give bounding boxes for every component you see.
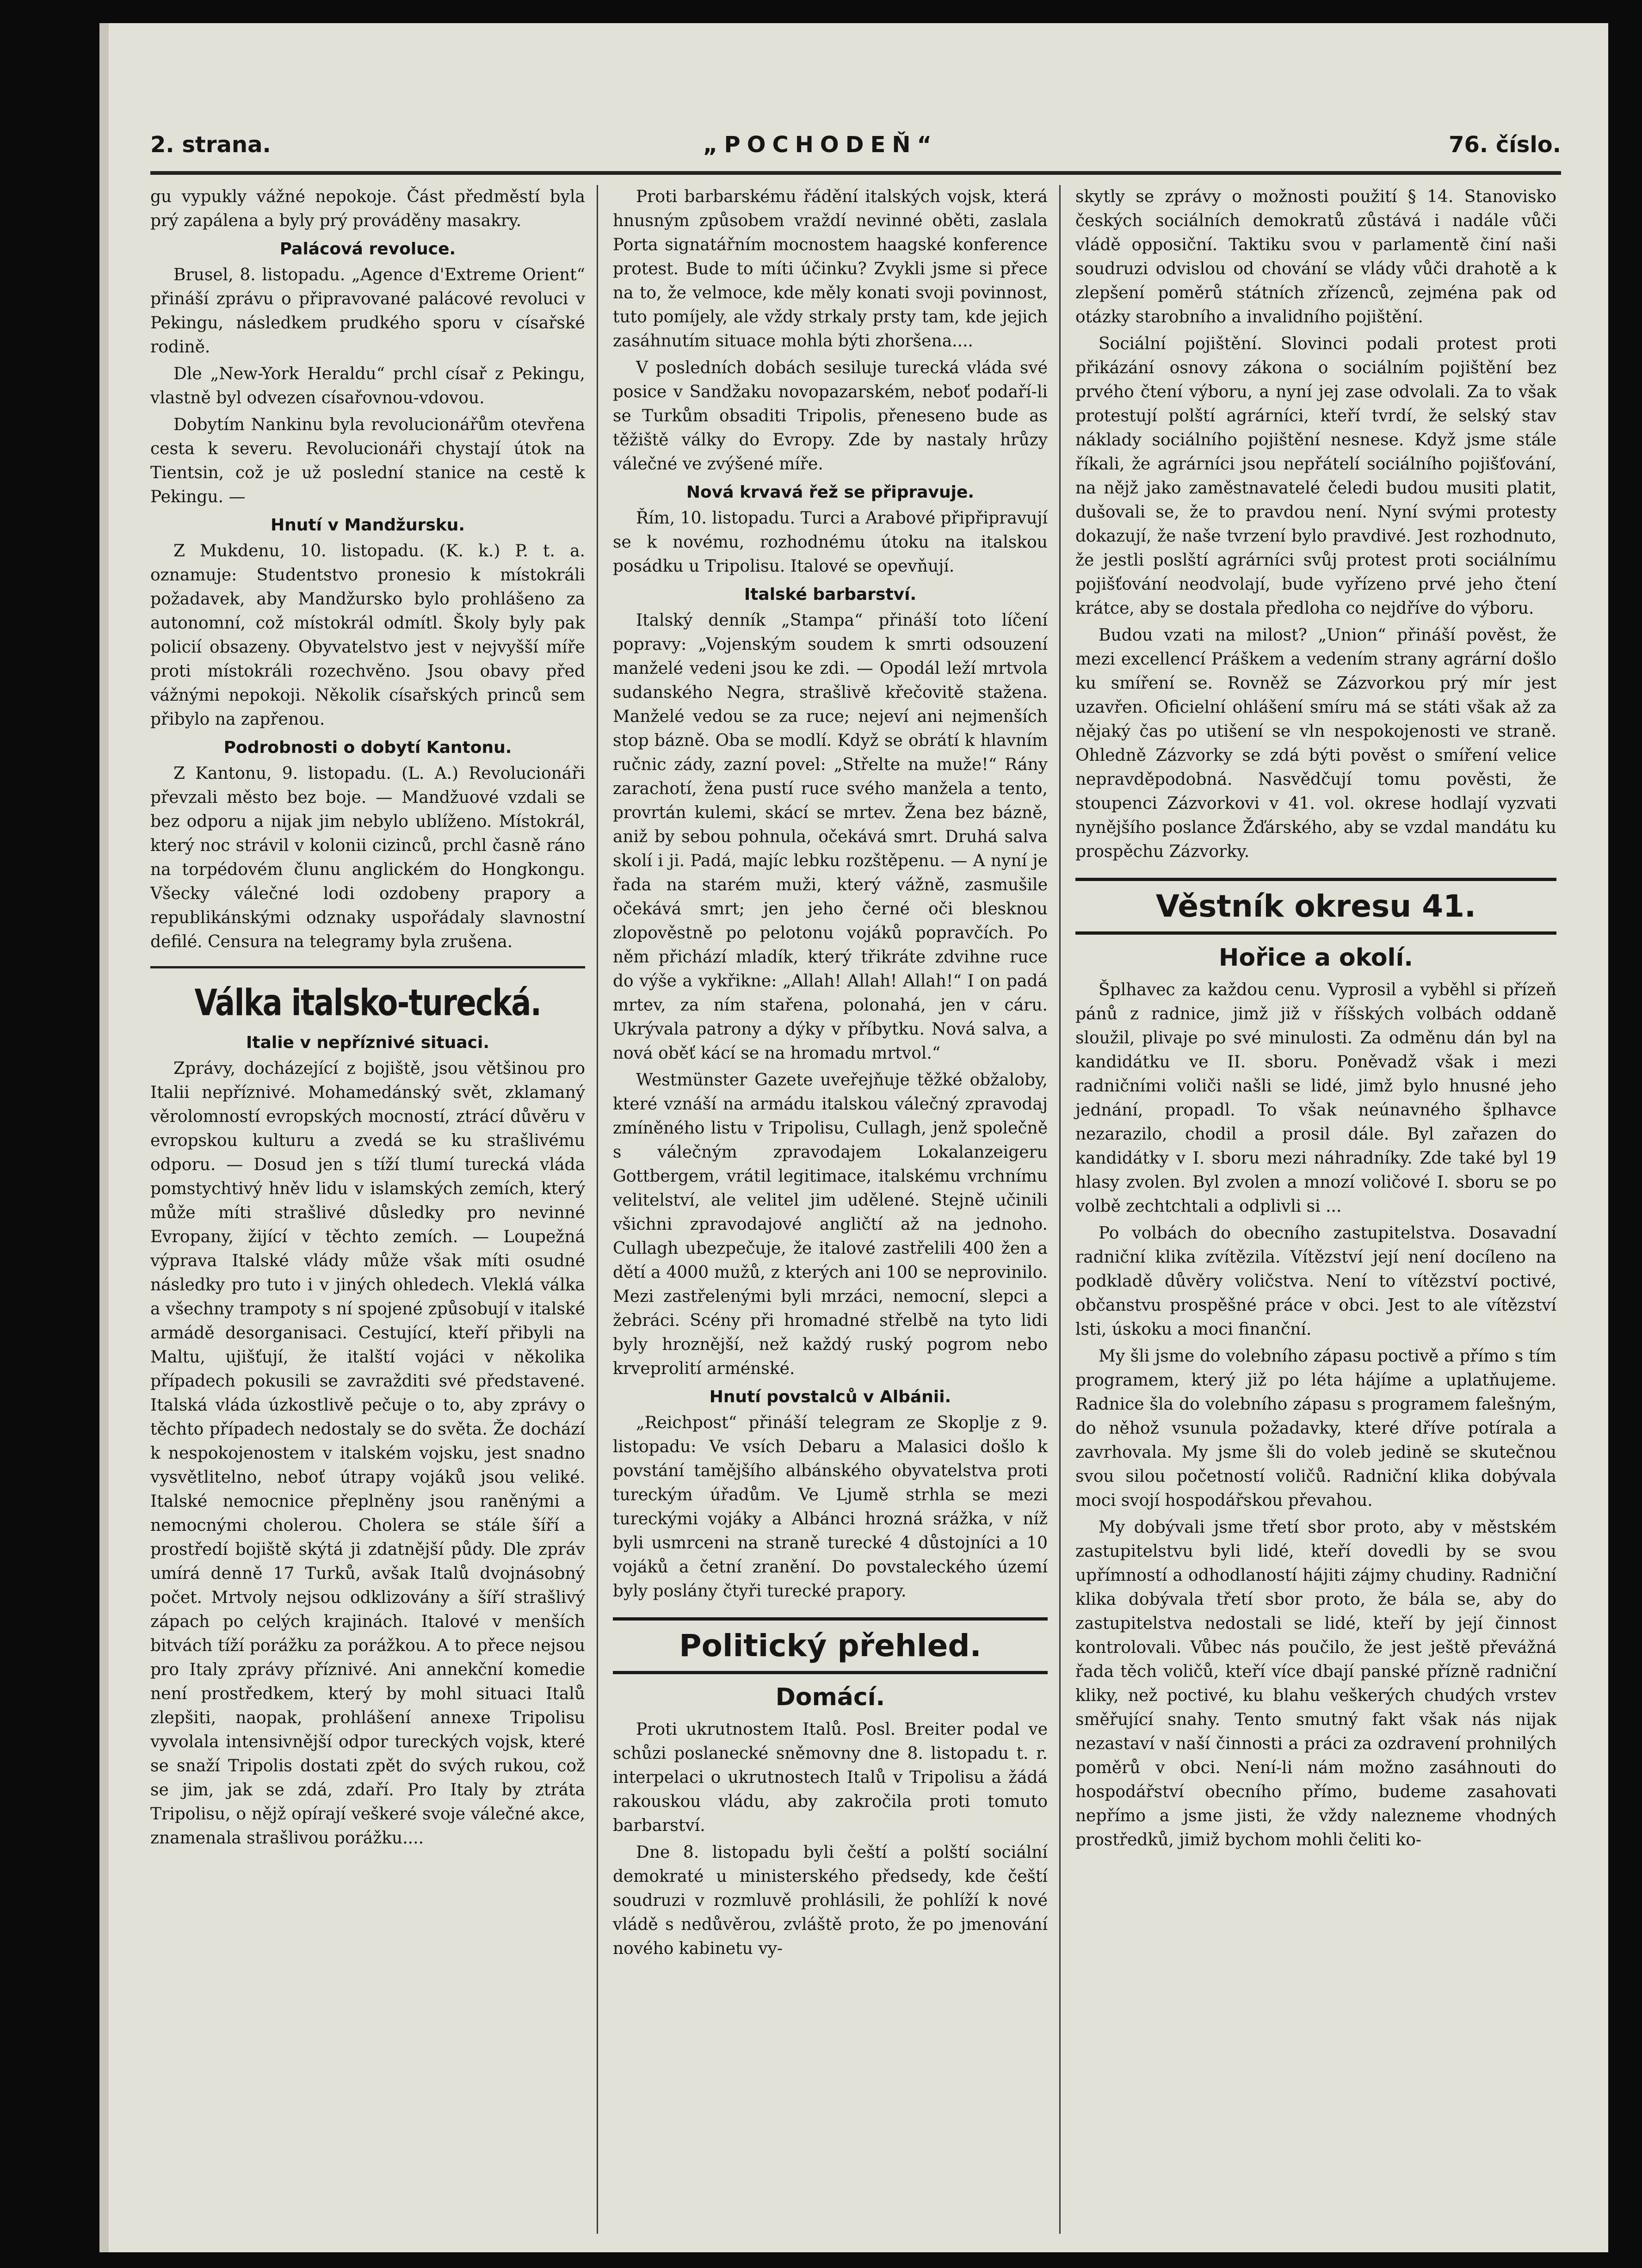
article-paragraph: Dne 8. listopadu byli čeští a polští sociální demokraté u ministerského předsedy, kde čeští soudruzi v rozmluvě prohlásili, že pohlíží k nové vládě s nedůvěrou, zvláště proto, že po jmenování nového kabinetu vy- bbox=[613, 1843, 1048, 1958]
article-paragraph: „Reichpost“ přináší telegram ze Skoplje z 9. listopadu: Ve vsích Debaru a Malasici došlo k povstání tamějšího albánského obyvatelstva proti tureckým úřadům. Ve Ljumě strhla se mezi tureckými vojáky a Albánci hrozná srážka, v níž byli usmrceni na straně turecké 4 důstojníci a 10 vojáků a četní zranění. Do povstaleckého území byly poslány čtyři turecké prapory. bbox=[613, 1413, 1048, 1601]
article-paragraph: V posledních dobách sesiluje turecká vláda své posice v Sandžaku novopazarském, neboť podaří-li se Turkům obsaditi Tripolis, přeneseno bude as těžiště války do Evropy. Zde by nastaly hrůzy válečné ve zvýšené míře. bbox=[613, 358, 1048, 474]
column-divider bbox=[597, 185, 598, 2234]
article-paragraph: Šplhavec za každou cenu. Vyprosil a vyběhl si přízeň pánů z radnice, jimž již v říšských volbách oddaně sloužil, plivaje po své minulosti. Za odměnu dán byl na kandidátku ve II. sboru. Poněvadž však i mezi radničními voliči našli se lidé, jimž bylo hnusné jeho jednání, propadl. To však neúnavného šplhavce nezarazilo, chodil a prosil dále. Byl zařazen do kandidátky v I. sboru mezi náhradníky. Zde také byl 19 hlasy zvolen. Byl zvolen a mnozí voličové I. sboru se po volbě zechtchtali a odplivli si ... bbox=[1075, 980, 1556, 1216]
article-paragraph: Z Mukdenu, 10. listopadu. (K. k.) P. t. a. oznamuje: Studentstvo pronesio k místokráli požadavek, aby Mandžursko bylo prohlášeno za autonomní, což místokrál odmítl. Školy byly pak policií obsazeny. Obyvatelstvo jest v nejvyšší míře proti místokráli rozechvěno. Jsou obavy před vážnými nepokoji. Několik císařských princů sem přibylo na zapřenou. bbox=[150, 542, 585, 729]
article-heading: Italské barbarství. bbox=[744, 585, 917, 604]
article-heading: Palácová revoluce. bbox=[279, 240, 456, 259]
article-paragraph: Budou vzati na milost? „Union“ přináší pověst, že mezi excellencí Práškem a vedením strany agrární došlo ku smíření se. Rovněž se Zázvorkou prý mír jest uzavřen. Oficielní ohlášení smíru má se státi však až za nějaký čas po utišení se vln nespokojenosti ve straně. Ohledně Zázvorky se zdá býti pověst o smíření velice nepravděpodobná. Nasvědčují tomu pověsti, že stoupenci Zázvorkovi v 41. vol. okrese hodlají vyzvati nynějšího poslance Žďárského, aby se vzdal mandátu ku prospěchu Zázvorky. bbox=[1075, 626, 1556, 861]
article-paragraph: Řím, 10. listopadu. Turci a Arabové připřipravují se k novému, rozhodnému útoku na italskou posádku u Tripolisu. Italové se opevňují. bbox=[613, 509, 1048, 576]
section-heading: Válka italsko-turecká. bbox=[194, 982, 541, 1024]
article-paragraph: Brusel, 8. listopadu. „Agence d'Extreme Orient“ přináší zprávu o připravované palácové revoluci v Pekingu, následkem prudkého sporu v císařské rodině. bbox=[150, 265, 585, 357]
article-paragraph: My šli jsme do volebního zápasu poctivě a přímo s tím programem, který již po léta hájíme a uplatňujeme. Radnice šla do volebního zápasu s programem falešným, do něhož vsunula požadavky, které dříve potírala a zavrhovala. My jsme šli do voleb jedině se skutečnou svou silou početností voličů. Radniční klika dobývala moci svojí hospodářskou převahou. bbox=[1075, 1347, 1556, 1510]
article-paragraph: Dle „New-York Heraldu“ prchl císař z Pekingu, vlastně byl odvezen císařovnou-vdovou. bbox=[150, 364, 585, 407]
article-paragraph: Sociální pojištění. Slovinci podali protest proti přikázání osnovy zákona o sociálním pojištění bez prvého čtení výboru, a nyní jej zase odvolali. Za to však protestují polští agrárníci, kteří tvrdí, že selský stav náklady sociálního pojištění nesnese. Když jsme stále říkali, že agrárníci jsou nepřátelí sociálního pojišťování, na nějž jako zaměstnavatelé čeledi budou musiti platit, dušovali se, že to pravdou není. Nyní svými protesty dokazují, že naše tvrzení bylo pravdivé. Jest rozhodnuto, že jestli poslští agrárníci svůj protest proti sociálnímu pojišťování neodvolají, bude vyřízeno prvé jeho čtení krátce, aby se dostala předloha co nejdříve do výboru. bbox=[1075, 334, 1556, 618]
column-1 bbox=[150, 185, 585, 1853]
article-paragraph: gu vypukly vážné nepokoje. Část předměstí byla prý zapálena a byly prý prováděny masakry. bbox=[150, 187, 585, 230]
newspaper-title: „POCHODEŇ“ bbox=[703, 132, 938, 158]
subsection-heading: Domácí. bbox=[775, 1683, 885, 1711]
article-paragraph: Proti barbarskému řádění italských vojsk, která hnusným způsobem vraždí nevinné oběti, zaslala Porta signatářním mocnostem haagské konference protest. Bude to míti účinku? Zvykli jsme si přece na to, že velmoce, kde měly konati svoji povinnost, tuto pomíjely, ale vždy strkaly prsty tam, kde jejich zasáhnutím situace mohla býti zhoršena.... bbox=[613, 187, 1048, 351]
section-heading: Věstník okresu 41. bbox=[1075, 878, 1556, 935]
subsection-heading: Hořice a okolí. bbox=[1218, 944, 1414, 972]
article-paragraph: Westmünster Gazete uveřejňuje těžké obžaloby, které vznáší na armádu italskou válečný zpravodaj zmíněného listu v Tripolisu, Cullagh, jenž společně s válečným zpravodajem Lokalanzeigeru Gottbergem, vrátil legitimace, italskému vrchnímu velitelství, ale velitel jim udělené. Stejně učinili všichni zpravodajové angličtí až na jednoho. Cullagh ubezpečuje, že italové zastřelili 400 žen a dětí a 4000 mužů, z kterých ani 100 se neprovinilo. Mezi zastřelenými byli mrzáci, nemocní, slepci a žebráci. Scény při hromadné střelbě na tyto lidi byly hroznější, než každý ruský pogrom nebo krveprolití arménské. bbox=[613, 1071, 1048, 1378]
issue-number: 76. číslo. bbox=[1449, 132, 1561, 158]
article-heading: Italie v nepříznivé situaci. bbox=[246, 1033, 490, 1052]
article-paragraph: Proti ukrutnostem Italů. Posl. Breiter podal ve schůzi poslanecké sněmovny dne 8. listopadu t. r. interpelaci o ukrutnostech Italů v Tripolisu a žádá rakouskou vládu, aby zakročila proti tomuto barbarství. bbox=[613, 1720, 1048, 1835]
article-heading: Podrobnosti o dobytí Kantonu. bbox=[223, 738, 512, 757]
article-paragraph: My dobývali jsme třetí sbor proto, aby v městském zastupitelstvu byli lidé, kteří dovedli by se svou upřímností a odhodlaností hájiti zájmy chudiny. Radniční klika dobývala třetí sbor proto, že bála se, aby do zastupitelstva nedostali se lidé, kteří by její činnost kontrolovali. Vůbec nás poučilo, že jest ještě převážná řada těch voličů, kteří více dbají panské přízně radniční kliky, než poctivé, ku blahu veškerých chudých vrstev směřující snahy. Tento smutný fakt však nás nijak nezastaví v naší činnosti a práci za ozdravení prohnilých poměrů v obci. Není-li nám možno zasáhnouti do hospodářství obecního přímo, budeme zasahovati nepřímo a jsme jisti, že vždy nalezneme vhodných prostředků, jimiž bychom mohli čeliti ko- bbox=[1075, 1518, 1556, 1849]
article-paragraph: Italský denník „Stampa“ přináší toto líčení popravy: „Vojenským soudem k smrti odsouzení manželé vedeni jsou ke zdi. — Opodál leží mrtvola sudanského Negra, strašlivě křečovitě stažena. Manželé vedou se za ruce; nejeví ani nejmenších stop bázně. Oba se modlí. Když se obrátí k hlavním ručnic zády, zazní povel: „Střelte na muže!“ Rány zarachotí, žena pustí ruce svého manžela a tento, provrtán kulemi, skácí se mrtev. Žena bez bázně, aniž by sebou pohnula, očekává smrt. Druhá salva skolí i ji. Padá, majíc lebku rozštěpenu. — A nyní je řada na starém muži, který vážně, zasmušile očekává smrt; jen jeho černé oči blesknou zlopověstně po pelotonu vojáků popravčích. Po něm přichází mladík, který třikráte zdvihne ruce do výše a vykřikne: „Allah! Allah! Allah!“ I on padá mrtev, za ním stařena, polonahá, jen v cáru. Ukrývala patrony a dýky v příbytku. Nová salva, a nová oběť kácí se na hromadu mrtvol.“ bbox=[613, 611, 1048, 1063]
newspaper-page bbox=[99, 23, 1608, 2252]
article-heading: Hnutí v Mandžursku. bbox=[271, 516, 465, 535]
column-2 bbox=[613, 185, 1048, 1964]
article-paragraph: Dobytím Nankinu byla revolucionářům otevřena cesta k severu. Revolucionáři chystají útok na Tientsin, což je už poslední stanice na cestě k Pekingu. — bbox=[150, 415, 585, 506]
column-3 bbox=[1075, 185, 1556, 1855]
page-number: 2. strana. bbox=[150, 132, 271, 158]
article-paragraph: Zprávy, docházející z bojiště, jsou většinou pro Italii nepříznivé. Mohamedánský svět, zklamaný věrolomností evropských mocností, ztrácí důvěru v evropskou kulturu a zvedá se ku strašlivému odporu. — Dosud jen s tíží tlumí turecká vláda pomstychtivý hněv lidu v islamských zemích, který může míti strašlivé důsledky pro nevinné Evropany, žijící v těchto zemích. — Loupežná výprava Italské vlády může však míti osudné následky pro tuto i v jiných ohledech. Vleklá válka a všechny trampoty s ní spojené způsobují v italské armádě desorganisaci. Cestující, kteří přibyli na Maltu, ujišťují, že italští vojáci v několika případech pokusili se zavražditi své představené. Italská vláda úzkostlivě pečuje o to, aby zprávy o těchto případech nedostaly se do světa. Že dochází k nespokojenostem v italském vojsku, jest snadno vysvětlitelno, neboť útrapy vojáků jsou veliké. Italské nemocnice přeplněny jsou raněnými a nemocnými cholerou. Cholera se stále šíří a prostředí bojiště skýtá ji zdatnější půdy. Dle zpráv umírá denně 17 Turků, avšak Italů dvojnásobný počet. Mrtvoly nejsou odklizovány a šíří strašlivý zápach po celých krajinách. Italové v menších bitvách tíží porážku za porážkou. A to přece nejsou pro Italy zprávy příznivé. Ani annekční komedie není prostředkem, který by mohl situaci Italů zlepšiti, naopak, prohlášení annexe Tripolisu vyvolala intensivnější odpor tureckých vojsk, které se snaží Tripolis dostati zpět do svých rukou, což se jim, jak se zdá, zdaří. Pro Italy by ztráta Tripolisu, o nějž opírají veškeré svoje válečné akce, znamenala strašlivou porážku.... bbox=[150, 1059, 585, 1848]
article-paragraph: skytly se zprávy o možnosti použití § 14. Stanovisko českých sociálních demokratů zůstává i nadále vůči vládě opposiční. Taktiku svou v parlamentě činí naši soudruzi odvislou od chování se vlády vůči drahotě a k zlepšení poměrů státních zřízenců, zejména pak od otázky starobního a invalidního pojištění. bbox=[1075, 187, 1556, 327]
article-heading: Nová krvavá řež se připravuje. bbox=[686, 483, 975, 502]
article-paragraph: Z Kantonu, 9. listopadu. (L. A.) Revolucionáři převzali město bez boje. — Mandžuové vzdali se bez odporu a nijak jim nebylo ublíženo. Místokrál, který noc strávil v kolonii cizinců, prchl časně ráno na torpédovém člunu anglickém do Hongkongu. Všecky válečné lodi ozdobeny prapory a republikánskými odznaky uspořádaly slavnostní defilé. Censura na telegramy byla zrušena. bbox=[150, 764, 585, 951]
masthead bbox=[150, 123, 1561, 173]
section-rule bbox=[150, 966, 585, 968]
header-rule bbox=[150, 171, 1561, 175]
article-paragraph: Po volbách do obecního zastupitelstva. Dosavadní radniční klika zvítězila. Vítězství její není docíleno na podkladě důvěry voličstva. Není to vítězství poctivé, občanstvu prospěšné práce v obci. Jest to ale vítězství lsti, úskoku a moci finanční. bbox=[1075, 1224, 1556, 1339]
column-divider bbox=[1059, 185, 1061, 2234]
page-edge bbox=[99, 23, 109, 2252]
section-heading: Politický přehled. bbox=[613, 1617, 1048, 1674]
article-heading: Hnutí povstalců v Albánii. bbox=[709, 1387, 951, 1406]
